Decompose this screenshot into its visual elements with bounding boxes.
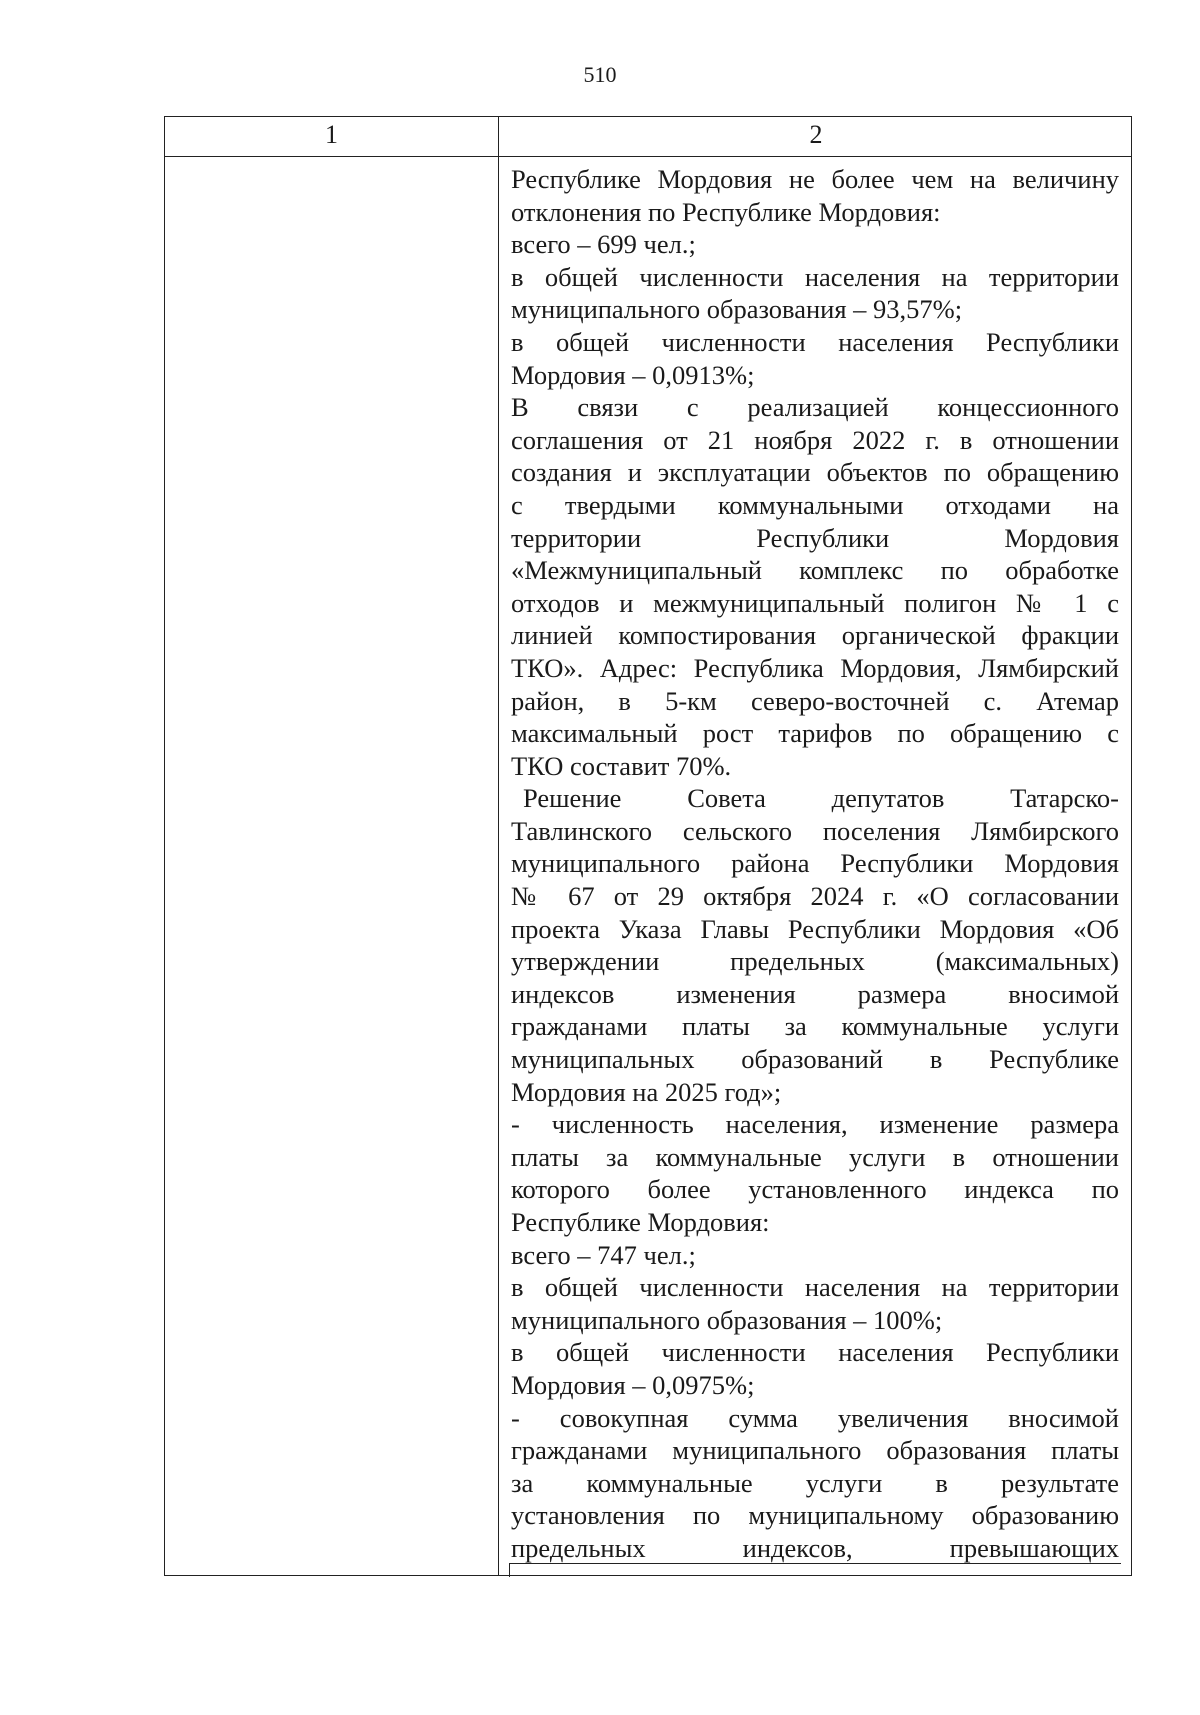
text-line: Тавлинского сельского поселения Лямбирского xyxy=(511,815,1119,846)
text-line: муниципального образования – 93,57%; xyxy=(511,294,963,325)
text-line: ТКО». Адрес: Республика Мордовия, Лямбирский xyxy=(511,652,1119,683)
text-line: № 67 от 29 октября 2024 г. «О согласовании xyxy=(511,881,1119,912)
text-line: линией компостирования органической фракции xyxy=(511,620,1119,651)
text-line: создания и эксплуатации объектов по обращению xyxy=(511,457,1119,488)
text-line: всего – 699 чел.; xyxy=(511,229,696,260)
text-line: всего – 747 чел.; xyxy=(511,1239,696,1270)
text-line: Решение Совета депутатов Татарско- xyxy=(523,783,1119,814)
text-line: отклонения по Республике Мордовия: xyxy=(511,196,941,227)
document-table xyxy=(164,116,1132,1576)
text-line: которого более установленного индекса по xyxy=(511,1174,1119,1205)
text-line: проекта Указа Главы Республики Мордовия «Об xyxy=(511,913,1119,944)
text-line: муниципального района Республики Мордовия xyxy=(511,848,1119,879)
text-line: соглашения от 21 ноября 2022 г. в отношении xyxy=(511,424,1119,455)
text-line: в общей численности населения Республики xyxy=(511,1337,1119,1368)
text-line: гражданами муниципального образования платы xyxy=(511,1435,1119,1466)
text-line: в общей численности населения на территории xyxy=(511,261,1119,292)
text-line: Мордовия на 2025 год»; xyxy=(511,1076,782,1107)
page-number: 510 xyxy=(583,62,617,87)
text-line: с твердыми коммунальными отходами на xyxy=(511,489,1119,520)
text-line: индексов изменения размера вносимой xyxy=(511,978,1119,1009)
text-line: территории Республики Мордовия xyxy=(511,522,1119,553)
text-line: Республике Мордовия: xyxy=(511,1207,770,1237)
text-line: муниципального образования – 100%; xyxy=(511,1304,943,1335)
text-line: в общей численности населения на территории xyxy=(511,1272,1119,1303)
inner-cell-side-border xyxy=(509,1563,510,1577)
text-line: за коммунальные услуги в результате xyxy=(511,1467,1119,1498)
text-line: в общей численности населения Республики xyxy=(511,326,1119,357)
text-line: максимальный рост тарифов по обращению с xyxy=(511,718,1119,749)
text-line: Республике Мордовия не более чем на величину xyxy=(511,164,1119,194)
column-2-text-cell xyxy=(511,163,1119,1565)
text-line: - численность населения, изменение размера xyxy=(511,1109,1119,1140)
column-1-header: 1 xyxy=(325,120,338,149)
text-line: Мордовия – 0,0913%; xyxy=(511,359,755,390)
text-line: утверждении предельных (максимальных) xyxy=(511,946,1119,977)
text-line: гражданами платы за коммунальные услуги xyxy=(511,1011,1119,1042)
text-line: муниципальных образований в Республике xyxy=(511,1044,1119,1075)
text-line: ТКО составит 70%. xyxy=(511,750,732,781)
text-line: «Межмуниципальный комплекс по обработке xyxy=(511,555,1119,586)
text-line: Мордовия – 0,0975%; xyxy=(511,1369,755,1400)
text-line: установления по муниципальному образованию xyxy=(511,1500,1119,1531)
text-line: В связи с реализацией концессионного xyxy=(511,392,1119,423)
text-line: предельных индексов, превышающих xyxy=(511,1532,1119,1563)
text-line: - совокупная сумма увеличения вносимой xyxy=(511,1402,1119,1433)
column-2-header: 2 xyxy=(809,120,823,149)
text-line: отходов и межмуниципальный полигон № 1 с xyxy=(511,587,1119,618)
text-line: платы за коммунальные услуги в отношении xyxy=(511,1141,1119,1172)
table-header-row xyxy=(165,117,1131,157)
column-divider xyxy=(498,117,499,1575)
text-line: район, в 5-км северо-восточней с. Атемар xyxy=(511,685,1119,716)
